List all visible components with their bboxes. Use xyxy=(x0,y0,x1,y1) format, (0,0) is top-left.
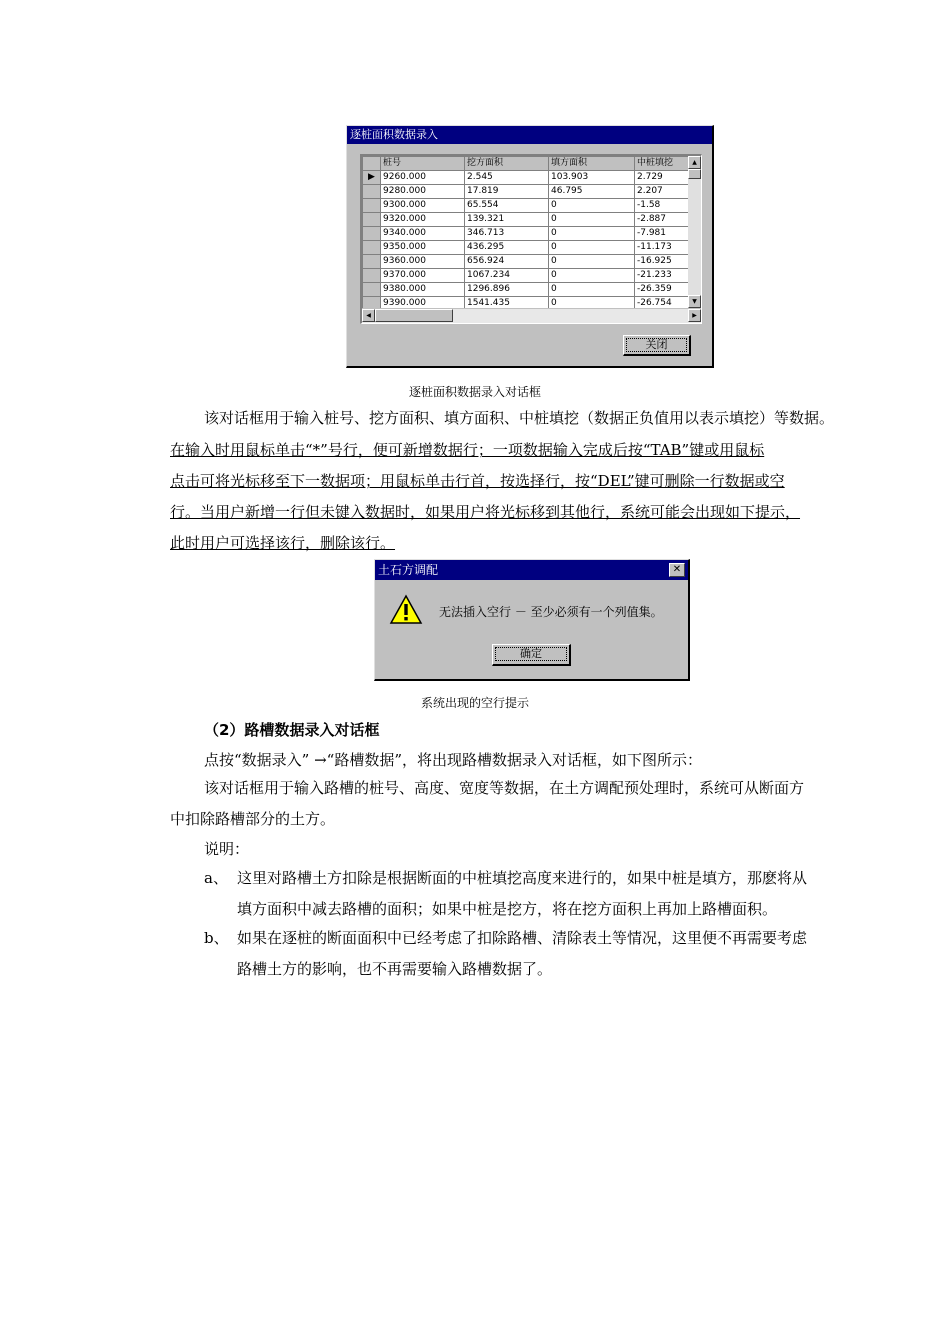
table-row[interactable] xyxy=(363,227,691,241)
table-row[interactable] xyxy=(363,171,691,185)
table-cell[interactable]: -2.887 xyxy=(635,213,691,227)
table-cell[interactable]: 9280.000 xyxy=(381,185,465,199)
table-cell[interactable]: 0 xyxy=(549,255,635,269)
error-dialog xyxy=(374,559,690,681)
table-cell[interactable]: 9260.000 xyxy=(381,171,465,185)
column-header[interactable]: 桩号 xyxy=(381,157,465,171)
table-cell[interactable]: -26.754 xyxy=(635,297,691,311)
paragraph-line: 点击可将光标移至下一数据项；用鼠标单击行首，按选择行，按“DEL”键可删除一行数据或空 xyxy=(170,472,785,490)
scroll-down-icon[interactable]: ▼ xyxy=(688,295,701,308)
table-cell[interactable]: 436.295 xyxy=(465,241,549,255)
table-cell[interactable]: -11.173 xyxy=(635,241,691,255)
table-cell[interactable]: 1541.435 xyxy=(465,297,549,311)
table-cell[interactable]: 2.545 xyxy=(465,171,549,185)
note-label: 说明： xyxy=(204,840,250,858)
row-selector[interactable] xyxy=(363,241,381,255)
figure-caption: 逐桩面积数据录入对话框 xyxy=(408,385,541,399)
list-item: 填方面积中减去路槽的面积；如果中桩是挖方，将在挖方面积上再加上路槽面积。 xyxy=(237,900,778,918)
column-header[interactable]: 填方面积 xyxy=(549,157,635,171)
section-heading: （2）路槽数据录入对话框 xyxy=(204,721,380,739)
table-cell[interactable]: 9380.000 xyxy=(381,283,465,297)
ok-button-label: 确定 xyxy=(495,647,567,661)
paragraph-line: 在输入时用鼠标单击“*”号行，便可新增数据行；一项数据输入完成后按“TAB”键或用鼠标 xyxy=(170,441,765,459)
table-row[interactable] xyxy=(363,185,691,199)
table-cell[interactable]: 1067.234 xyxy=(465,269,549,283)
table-cell[interactable]: 46.795 xyxy=(549,185,635,199)
paragraph-line: 行。当用户新增一行但未键入数据时，如果用户将光标移到其他行，系统可能会出现如下提示， xyxy=(170,503,801,521)
ok-button[interactable] xyxy=(492,644,571,666)
table-cell[interactable]: 346.713 xyxy=(465,227,549,241)
table-row[interactable] xyxy=(363,241,691,255)
row-selector[interactable] xyxy=(363,269,381,283)
figure-caption: 系统出现的空行提示 xyxy=(420,696,529,710)
data-grid[interactable] xyxy=(360,154,702,324)
close-icon[interactable]: ✕ xyxy=(669,563,685,577)
table-row[interactable] xyxy=(363,255,691,269)
paragraph-line: 中扣除路槽部分的土方。 xyxy=(170,810,336,828)
dialog-title xyxy=(375,560,688,580)
scroll-thumb[interactable] xyxy=(375,309,453,322)
row-selector[interactable] xyxy=(363,283,381,297)
table-cell[interactable]: 2.207 xyxy=(635,185,691,199)
area-entry-dialog xyxy=(346,125,714,368)
row-selector[interactable] xyxy=(363,185,381,199)
table-cell[interactable]: -26.359 xyxy=(635,283,691,297)
column-header[interactable]: 中桩填挖 xyxy=(635,157,691,171)
horizontal-scrollbar[interactable] xyxy=(362,308,701,323)
scroll-right-icon[interactable]: ▶ xyxy=(688,309,701,322)
table-cell[interactable]: 656.924 xyxy=(465,255,549,269)
table-row[interactable] xyxy=(363,269,691,283)
table-cell[interactable]: 0 xyxy=(549,297,635,311)
close-button[interactable] xyxy=(623,335,691,356)
list-item: 如果在逐桩的断面面积中已经考虑了扣除路槽、清除表土等情况，这里便不再需要考虑 xyxy=(237,929,808,947)
table-cell[interactable]: 9350.000 xyxy=(381,241,465,255)
list-marker: b、 xyxy=(204,929,229,947)
table-cell[interactable]: 9360.000 xyxy=(381,255,465,269)
dialog-title-text: 土石方调配 xyxy=(378,563,439,577)
dialog-title: 逐桩面积数据录入 xyxy=(347,126,712,144)
table-cell[interactable]: 0 xyxy=(549,241,635,255)
row-selector[interactable] xyxy=(363,213,381,227)
table-row[interactable] xyxy=(363,283,691,297)
table-cell[interactable]: 17.819 xyxy=(465,185,549,199)
table-row[interactable] xyxy=(363,199,691,213)
table-cell[interactable]: -16.925 xyxy=(635,255,691,269)
row-selector[interactable] xyxy=(363,199,381,213)
column-header[interactable]: 挖方面积 xyxy=(465,157,549,171)
list-marker: a、 xyxy=(204,869,228,887)
scroll-up-icon[interactable]: ▲ xyxy=(688,156,701,169)
scroll-left-icon[interactable]: ◀ xyxy=(362,309,375,322)
table-cell[interactable]: 9390.000 xyxy=(381,297,465,311)
table-cell[interactable]: 0 xyxy=(549,199,635,213)
row-indicator-header xyxy=(363,157,381,171)
error-message: 无法插入空行 － 至少必须有一个列值集。 xyxy=(439,605,663,619)
table-cell[interactable]: 0 xyxy=(549,227,635,241)
vertical-scrollbar[interactable] xyxy=(688,156,701,308)
scroll-thumb[interactable] xyxy=(688,169,701,179)
paragraph-line: 该对话框用于输入桩号、挖方面积、填方面积、中桩填挖（数据正负值用以表示填挖）等数据。 xyxy=(204,409,835,427)
table-cell[interactable]: 2.729 xyxy=(635,171,691,185)
paragraph-line: 点按“数据录入” →“路槽数据”，将出现路槽数据录入对话框，如下图所示： xyxy=(204,751,703,769)
paragraph-line: 该对话框用于输入路槽的桩号、高度、宽度等数据，在土方调配预处理时，系统可从断面方 xyxy=(204,779,805,797)
table-cell[interactable]: 65.554 xyxy=(465,199,549,213)
table-cell[interactable]: 0 xyxy=(549,269,635,283)
table-cell[interactable]: -7.981 xyxy=(635,227,691,241)
table-row[interactable] xyxy=(363,213,691,227)
table-cell[interactable]: 9300.000 xyxy=(381,199,465,213)
table-cell[interactable]: 9370.000 xyxy=(381,269,465,283)
table-cell[interactable]: 1296.896 xyxy=(465,283,549,297)
list-item: 这里对路槽土方扣除是根据断面的中桩填挖高度来进行的，如果中桩是填方，那麽将从 xyxy=(237,869,808,887)
table-cell[interactable]: 0 xyxy=(549,283,635,297)
area-table xyxy=(362,156,691,311)
list-item: 路槽土方的影响，也不再需要输入路槽数据了。 xyxy=(237,960,553,978)
row-selector[interactable] xyxy=(363,227,381,241)
current-row-pointer-icon[interactable]: ▶ xyxy=(363,171,381,185)
table-cell[interactable]: -1.58 xyxy=(635,199,691,213)
row-selector[interactable] xyxy=(363,255,381,269)
table-cell[interactable]: 103.903 xyxy=(549,171,635,185)
table-cell[interactable]: 139.321 xyxy=(465,213,549,227)
table-cell[interactable]: 9320.000 xyxy=(381,213,465,227)
table-cell[interactable]: 0 xyxy=(549,213,635,227)
table-cell[interactable]: -21.233 xyxy=(635,269,691,283)
table-header-row xyxy=(363,157,691,171)
close-button-label: 关闭 xyxy=(626,338,687,352)
warning-icon xyxy=(389,594,423,626)
table-cell[interactable]: 9340.000 xyxy=(381,227,465,241)
paragraph-line: 此时用户可选择该行，删除该行。 xyxy=(170,534,396,552)
